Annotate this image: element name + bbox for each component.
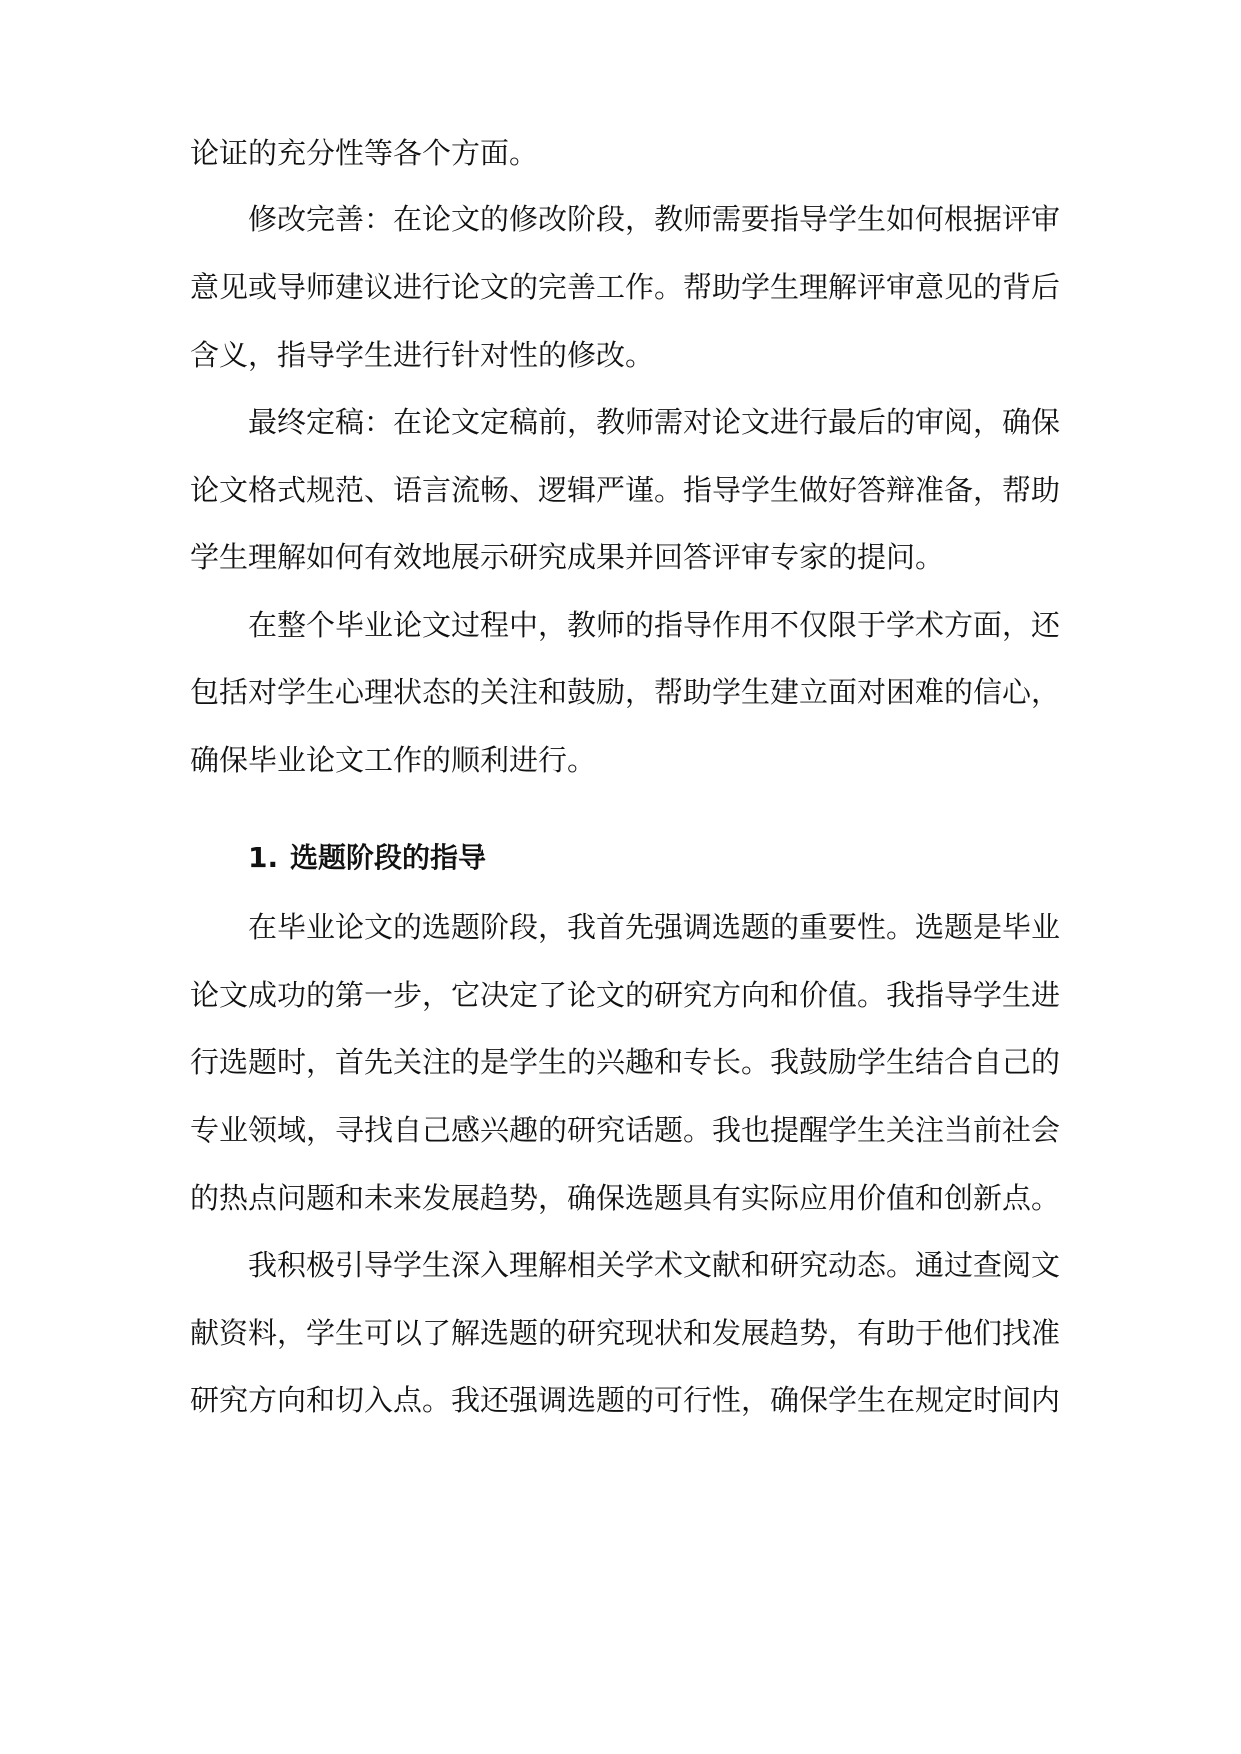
paragraph-line: 专业领域，寻找自己感兴趣的研究话题。我也提醒学生关注当前社会	[190, 1113, 1060, 1147]
paragraph-line: 在整个毕业论文过程中，教师的指导作用不仅限于学术方面，还	[248, 608, 1060, 642]
paragraph-line: 论文成功的第一步，它决定了论文的研究方向和价值。我指导学生进	[190, 978, 1060, 1012]
paragraph-line: 意见或导师建议进行论文的完善工作。帮助学生理解评审意见的背后	[190, 270, 1060, 304]
section-heading	[248, 833, 1060, 883]
paragraph-line: 的热点问题和未来发展趋势，确保选题具有实际应用价值和创新点。	[190, 1181, 1060, 1215]
paragraph-line: 学生理解如何有效地展示研究成果并回答评审专家的提问。	[190, 540, 945, 574]
paragraph-line: 行选题时，首先关注的是学生的兴趣和专长。我鼓励学生结合自己的	[190, 1045, 1060, 1079]
paragraph-line: 献资料，学生可以了解选题的研究现状和发展趋势，有助于他们找准	[190, 1316, 1060, 1350]
paragraph-line: 确保毕业论文工作的顺利进行。	[190, 743, 597, 777]
section-title: 选题阶段的指导	[290, 841, 487, 874]
paragraph-line: 论文格式规范、语言流畅、逻辑严谨。指导学生做好答辩准备，帮助	[190, 473, 1060, 507]
paragraph-line: 含义，指导学生进行针对性的修改。	[190, 338, 655, 372]
paragraph-line: 在毕业论文的选题阶段，我首先强调选题的重要性。选题是毕业	[248, 910, 1060, 944]
paragraph-line: 论证的充分性等各个方面。	[190, 136, 539, 170]
paragraph-line: 最终定稿：在论文定稿前，教师需对论文进行最后的审阅，确保	[248, 405, 1060, 439]
paragraph-line: 我积极引导学生深入理解相关学术文献和研究动态。通过查阅文	[248, 1248, 1060, 1282]
paragraph-line: 修改完善：在论文的修改阶段，教师需要指导学生如何根据评审	[248, 202, 1060, 236]
paragraph-line: 包括对学生心理状态的关注和鼓励，帮助学生建立面对困难的信心，	[190, 675, 1060, 709]
section-number: 1.	[248, 841, 279, 874]
paragraph-line: 研究方向和切入点。我还强调选题的可行性，确保学生在规定时间内	[190, 1383, 1060, 1417]
